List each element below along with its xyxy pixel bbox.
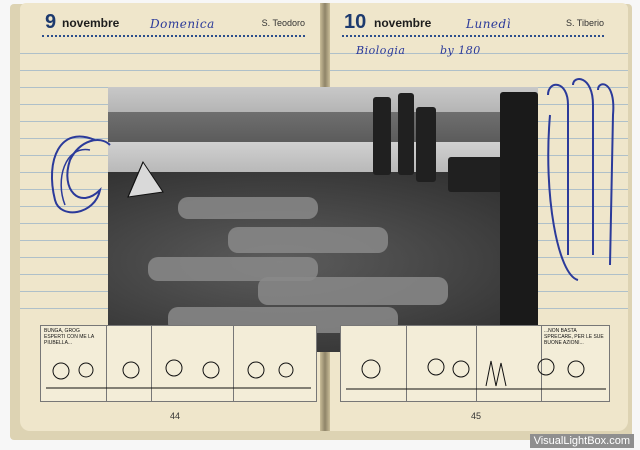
left-day-number: 9 [45, 11, 57, 33]
photo-standing-figure [373, 97, 391, 175]
left-page-number: 44 [170, 411, 181, 421]
photo-flag [118, 157, 168, 202]
right-handwritten-detail: by 180 [440, 44, 481, 57]
comic-doodles-right [346, 351, 606, 396]
left-header-divider [42, 35, 305, 37]
photo-standing-figure [398, 93, 414, 175]
right-day-number: 10 [344, 11, 367, 33]
left-saint: S. Teodoro [261, 18, 305, 28]
right-header-divider [342, 35, 604, 37]
comic-strip-right [340, 325, 610, 402]
photo-shape [258, 277, 448, 305]
left-month: novembre [62, 16, 120, 30]
newspaper-photograph [108, 87, 538, 352]
ink-scribble-right [538, 75, 618, 285]
comic-doodles-left [46, 356, 311, 396]
left-handwritten-note: Domenica [150, 17, 215, 31]
right-handwritten-subject: Biologia [356, 44, 406, 57]
watermark: VisualLightBox.com [530, 434, 634, 448]
comic-caption-left: BUNGA, GROG ESPERTI CON ME LA PIUBELLA... [44, 328, 94, 346]
photo-standing-figure [416, 107, 436, 182]
right-handwritten-day: Lunedì [466, 17, 512, 31]
right-saint: S. Tiberio [565, 18, 604, 28]
comic-strip-left [40, 325, 317, 402]
comic-caption-right: ...NON BASTA SPRECARE, PER LE SUE BUONE AZIONI... [544, 328, 604, 346]
photo-foreground-figure [500, 92, 538, 352]
photo-shape [228, 227, 388, 253]
ink-scribble-left [40, 120, 120, 230]
photo-shape [178, 197, 318, 219]
right-month: novembre [374, 16, 432, 30]
right-page-number: 45 [471, 411, 482, 421]
